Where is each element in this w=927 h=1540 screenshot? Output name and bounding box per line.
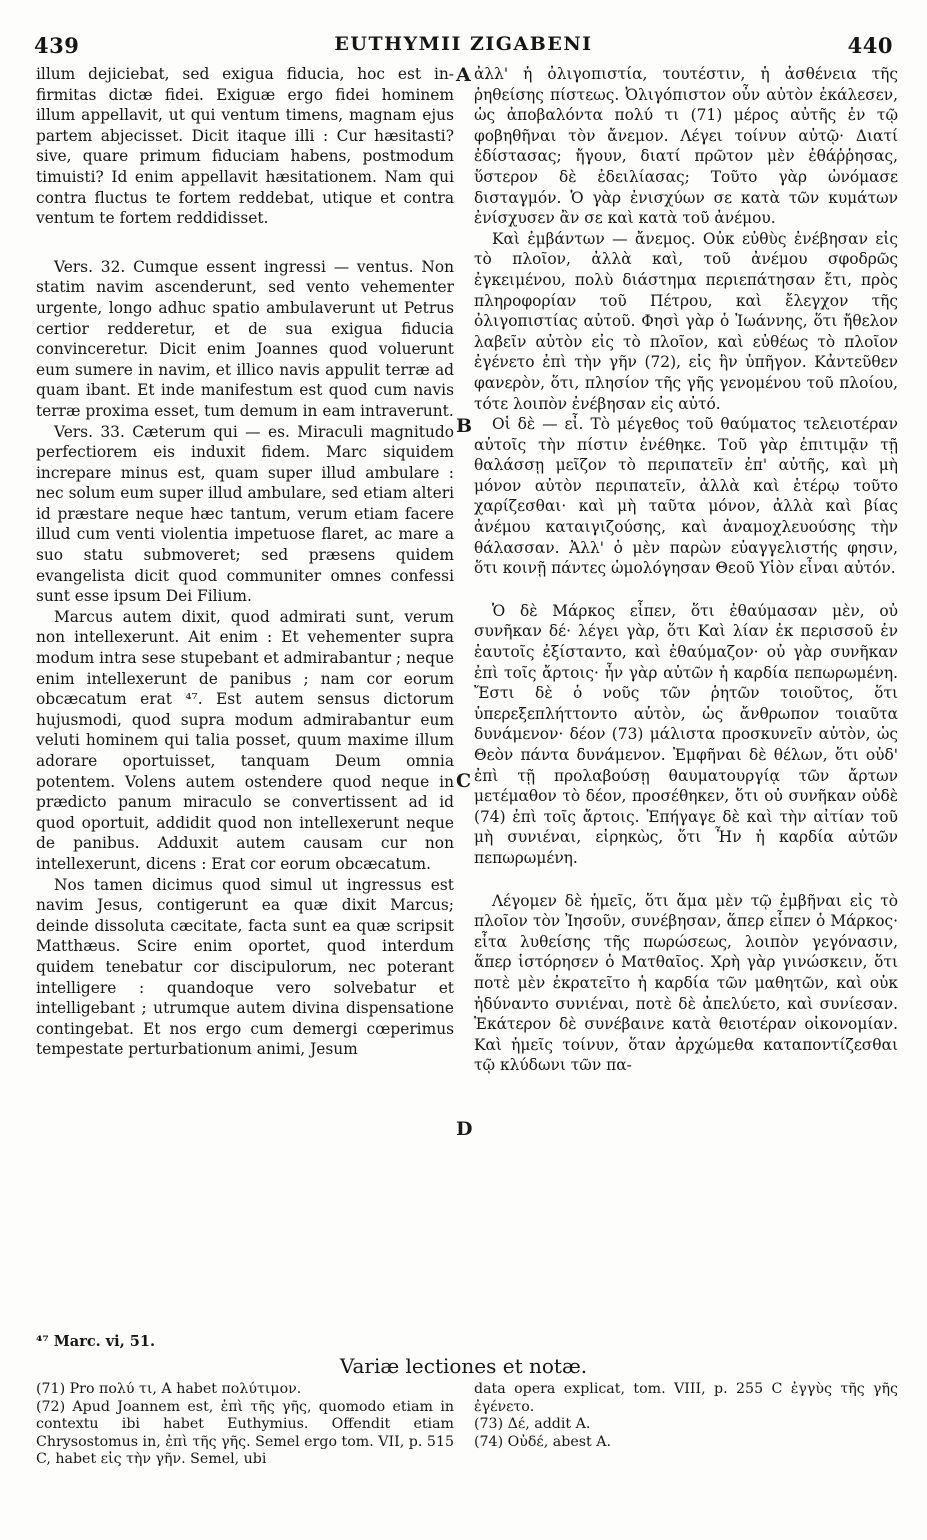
latin-paragraph-1: illum dejiciebat, sed exigua fiducia, hoc est in- firmitas dictæ fidei. Exiguæ ergo fidei hominem illum appellavit, ut qui ventum timens, magnam ejus partem abjecisset. Dicit itaque illi : Cur hæsitasti? sive, quare primum fiduciam habens, postmodum timuisti? Id enim appellavit hæsitationem. Nam qui contra fluctus te fortem reddebat, utique et contra ventum te fortem reddidisset. — [36, 65, 454, 228]
greek-column — [474, 64, 898, 1076]
note-item: (73) Δέ, addit A. — [474, 1416, 591, 1433]
section-marker-b: B — [456, 415, 473, 437]
greek-paragraph-2: Καὶ ἐμβάντων — ἄνεμος. Οὐκ εὐθὺς ἐνέβησαν εἰς τὸ πλοῖον, ἀλλὰ καὶ, τοῦ ἀνέμου σφοδρῶς ἐγκειμένου, πολὺ διάστημα περιεπάτησαν ἔτι, πρὸς πληροφορίαν τοῦ Πέτρου, καὶ ἔλεγχον τῆς ὀλιγοπιστίας αὐτοῦ. Φησὶ γὰρ ὁ Ἰωάννης, ὅτι ἤθελον λαβεῖν αὐτὸν εἰς τὸ πλοῖον, καὶ εὐθέως τὸ πλοῖον ἐγένετο ἐπὶ τὴν γῆν (72), εἰς ἣν ὑπῆγον. Κἀντεῦθεν φανερὸν, ὅτι, πλησίον τῆς γῆς γενομένου τοῦ πλοίου, τότε λοιπὸν ἐνέβησαν εἰς αὐτό. — [474, 229, 898, 413]
page-number-right: 440 — [847, 33, 893, 58]
note-item: (74) Οὐδέ, abest A. — [474, 1433, 611, 1450]
latin-paragraph-3: Vers. 33. Cæterum qui — es. Miraculi magnitudo perfectiorem eis induxit fidem. Marc siquidem increpare minus est, quam super illud ambulare : nec solum eum super illud ambulare, sed etiam alteri id præstare neque hæc tantum, verum etiam facere illud cum venti violentia impetuose flaret, ac mare a suo statu submoveret; sed præsens quidem evangelista dicit quod communiter omnes confessi sunt esse ipsum Dei Filium. — [36, 422, 454, 606]
notes-right-column — [474, 1381, 898, 1451]
latin-column — [36, 64, 454, 1060]
greek-paragraph-3: Οἱ δὲ — εἶ. Τὸ μέγεθος τοῦ θαύματος τελειοτέραν αὐτοῖς τὴν πίστιν ἐνέθηκε. Τοῦ γὰρ ἐπιτιμᾷν τῇ θαλάσσῃ μεῖζον τὸ περιπατεῖν ἐπ' αὐτῆς, καὶ μὴ μόνον αὐτὸν περιπατεῖν, ἀλλὰ καὶ ἑτέρῳ τοῦτο χαρίζεσθαι· καὶ μὴ ταῦτα μόνον, ἀλλὰ καὶ βίας ἀνέμου καταιγιζούσης, καὶ ἀναμοχλευούσης τὴν θάλασσαν. Ἀλλ' ὁ μὲν παρὼν εὐαγγελιστής φησιν, ὅτι κοινῇ πάντες ὡμολόγησαν Θεοῦ Υἱὸν εἶναι αὐτόν. — [474, 415, 898, 578]
latin-paragraph-4: Marcus autem dixit, quod admirati sunt, verum non intellexerunt. Ait enim : Et vehementer supra modum intra sese stupebant et admirabantur ; neque enim intellexerunt de panibus ; nam cor eorum obcæcatum erat ⁴⁷. Est autem sensus dictorum hujusmodi, quod supra modum admirabantur eum veluti hominem qui talia posset, quum maxime illum adorare oportuisset, tanquam Deum omnia potentem. Volens autem ostendere quod neque in prædicto panum miraculo se convertissent ad id quod oportuit, addidit quod non intellexerunt neque de panibus. Adduxit autem causam cur non intellexerunt, dicens : Erat cor eorum obcæcatum. — [36, 607, 454, 873]
section-marker-a: A — [456, 64, 471, 86]
footnote: ⁴⁷ Marc. vi, 51. — [36, 1333, 156, 1350]
section-marker-c: C — [456, 770, 472, 792]
page-number-left: 439 — [34, 33, 80, 58]
note-item: data opera explicat, tom. VIII, p. 255 C ἐγγὺς τῆς γῆς ἐγένετο. — [474, 1381, 898, 1415]
notes-left-column — [36, 1381, 454, 1469]
note-item: (72) Apud Joannem est, ἐπὶ τῆς γῆς, quomodo etiam in contextu ibi habet Euthymius. Offendit etiam Chrysostomus in, ἐπὶ τῆς γῆς. Semel ergo tom. VII, p. 515 C, habet εἰς τὴν γῆν. Semel, ubi — [36, 1398, 454, 1468]
greek-paragraph-5: Λέγομεν δὲ ἡμεῖς, ὅτι ἅμα μὲν τῷ ἐμβῆναι εἰς τὸ πλοῖον τὸν Ἰησοῦν, συνέβησαν, ἅπερ εἶπεν ὁ Μάρκος· εἶτα λυθείσης τῆς πωρώσεως, λοιπὸν γεγόνασιν, ἅπερ ἱστόρησεν ὁ Ματθαῖος. Χρὴ γὰρ γινώσκειν, ὅτι ποτὲ μὲν ἐκρατεῖτο ἡ καρδία τῶν μαθητῶν, καὶ οὐκ ἠδύναντο συνιέναι, ποτὲ δὲ ἀπελύετο, καὶ συνίεσαν. Ἑκάτερον δὲ συνέβαινε κατὰ θειοτέραν οἰκονομίαν. Καὶ ἡμεῖς τοίνυν, ὅταν ἀρχώμεθα καταποντίζεσθαι τῷ κλύδωνι τῶν πα- — [474, 891, 898, 1075]
latin-paragraph-5: Nos tamen dicimus quod simul ut ingressus est navim Jesus, contigerunt ea quæ dixit Marcus; deinde dissoluta cæcitate, facta sunt ea quæ scripsit Matthæus. Scire enim oportet, quod interdum quidem tenebatur cor discipulorum, nec poterant intelligere : quandoque vero solvebatur et intelligebant ; utrumque autem divina dispensatione contingebat. Et nos ergo cum demergi cœperimus tempestate perturbationum animi, Jesum — [36, 875, 454, 1059]
running-header — [0, 33, 927, 61]
notes-heading: Variæ lectiones et notæ. — [339, 1354, 588, 1378]
latin-paragraph-2: Vers. 32. Cumque essent ingressi — ventus. Non statim navim ascenderunt, sed vento vehementer urgente, longo adhuc spatio ambulaverunt ut Petrus certior redderetur, et de sua exigua fiducia convinceretur. Dicit enim Joannes quod voluerunt eum sumere in navim, et illico navis appulit terræ ad quam ibant. Et inde manifestum est quod cum navis terræ proxima esset, tum demum in eam intraverunt. — [36, 257, 454, 420]
greek-paragraph-4: Ὁ δὲ Μάρκος εἶπεν, ὅτι ἐθαύμασαν μὲν, οὐ συνῆκαν δέ· λέγει γὰρ, ὅτι Καὶ λίαν ἐκ περισσοῦ ἐν ἑαυτοῖς ἐξίσταντο, καὶ ἐθαύμαζον· οὐ γὰρ συνῆκαν ἐπὶ τοῖς ἄρτοις· ἦν γὰρ αὐτῶν ἡ καρδία πεπωρωμένη. Ἔστι δὲ ὁ νοῦς τῶν ῥητῶν τοιοῦτος, ὅτι ὑπερεξεπλήττοντο αὐτὸν, ὡς ἄνθρωπον τοιαῦτα δυνάμενον· δέον (73) μάλιστα προσκυνεῖν αὐτὸν, ὡς Θεὸν πάντα δυνάμενον. Ἐμφῆναι δὲ θέλων, ὅτι οὐδ' ἐπὶ τῇ προλαβούσῃ θαυματουργίᾳ τῶν ἄρτων μετέμαθον τὸ δέον, προσέθηκεν, ὅτι οὐ συνῆκαν οὐδὲ (74) ἐπὶ τοῖς ἄρτοις. Ἐπήγαγε δὲ καὶ τὴν αἰτίαν τοῦ μὴ συνιέναι, εἰρηκὼς, ὅτι Ἦν ἡ καρδία αὐτῶν πεπωρωμένη. — [474, 601, 898, 867]
greek-paragraph-1: ἀλλ' ἡ ὀλιγοπιστία, τουτέστιν, ἡ ἀσθένεια τῆς ῥηθείσης πίστεως. Ὀλιγόπιστον οὖν αὐτὸν ἐκάλεσεν, ὡς ἀποβαλόντα πολύ τι (71) μέρος αὐτῆς ἐν τῷ φοβηθῆναι τὸν ἄνεμον. Λέγει τοίνυν αὐτῷ· Διατί ἐδίστασας; ἤγουν, διατί πρῶτον μὲν ἐθάῤῥησας, ὕστερον δὲ ἐδειλίασας; Τοῦτο γὰρ ὠνόμασε δισταγμόν. Ὁ γὰρ ἐνισχύων σε κατὰ τῶν κυμάτων ἐνίσχυσεν ἂν σε καὶ κατὰ τοῦ ἀνέμου. — [474, 65, 898, 228]
running-head-title: EUTHYMII ZIGABENI — [334, 33, 593, 55]
section-marker-d: D — [456, 1118, 473, 1140]
note-item: (71) Pro πολύ τι, A habet πολύτιμον. — [36, 1381, 302, 1397]
